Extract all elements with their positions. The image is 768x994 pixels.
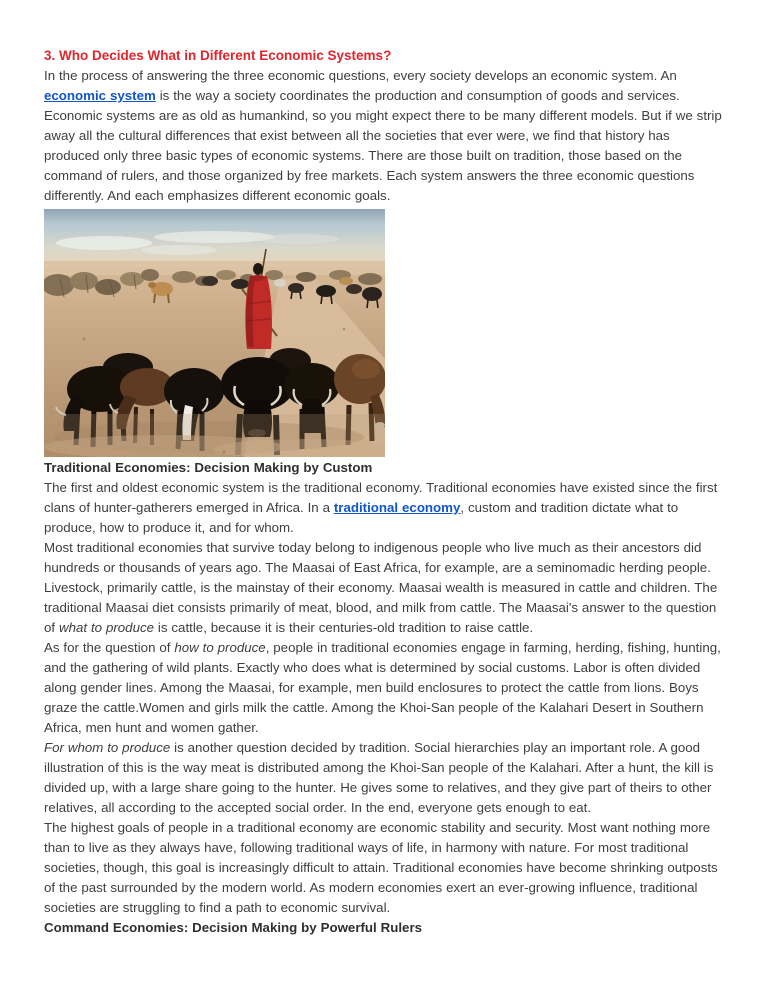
body-text: In the process of answering the three economic questions, every society develops an economic system. An: [44, 68, 677, 83]
article-body: [44, 66, 728, 938]
italic-text: For whom to produce: [44, 740, 171, 755]
page-title: 3. Who Decides What in Different Economic Systems?: [44, 48, 392, 63]
body-text: is cattle, because it is their centuries-old tradition to raise cattle.: [154, 620, 534, 635]
body-paragraph: [44, 638, 728, 738]
italic-text: what to produce: [58, 620, 155, 635]
maasai-cattle-photo-illustration: [44, 209, 385, 457]
body-text: The first and oldest economic system is the traditional economy. Traditional economies have existed since the first clans of hunter-gatherers emerged in Africa. In a: [44, 480, 718, 515]
section-subheading: Traditional Economies: Decision Making by Custom: [44, 460, 373, 475]
body-text: is the way a society coordinates the production and consumption of goods and services. Economic systems are as old as humankind, so you might expect there to be many different models. But if we strip away all the cultural differences that exist between all the societies that ever were, we find that history has produced only three basic types of economic systems. There are those built on tradition, those based on the command of rulers, and those organized by free markets. Each system answers the three economic questions differently. And each emphasizes different economic goals.: [44, 88, 722, 203]
body-text: is another question decided by tradition. Social hierarchies play an important role. A good illustration of this is the way meat is distributed among the Khoi-San people of the Kalahari. After a hunt, the kill is divided up, with a large share going to the hunter. He gives some to relatives, and they give part of theirs to other relatives, all according to the accepted social order. In the end, everyone gets enough to eat.: [44, 740, 714, 815]
body-text: As for the question of: [44, 640, 175, 655]
section-subheading: Command Economies: Decision Making by Powerful Rulers: [44, 920, 423, 935]
body-paragraph: [44, 538, 728, 638]
body-paragraph: [44, 478, 728, 538]
text-link[interactable]: economic system: [44, 88, 156, 103]
italic-text: how to produce: [174, 640, 266, 655]
body-text: The highest goals of people in a traditional economy are economic stability and security. Most want nothing more than to live as they always have, following traditional ways of life, in harmony with nature. For most traditional societies, though, this goal is increasingly difficult to attain. Traditional economies have become shrinking outposts of the past surrounded by the modern world. As modern economies exert an ever-growing influence, traditional societies are struggling to find a path to economic survival.: [44, 820, 718, 915]
body-paragraph: [44, 818, 728, 918]
article-photo: [44, 209, 385, 457]
text-link[interactable]: traditional economy: [333, 500, 461, 515]
body-text: , custom and tradition dictate what to produce, how to produce it, and for whom.: [44, 500, 679, 535]
body-text: Most traditional economies that survive today belong to indigenous people who live much as their ancestors did hundreds or thousands of years ago. The Maasai of East Africa, for example, are a seminomadic herding people. Livestock, primarily cattle, is the mainstay of their economy. Maasai wealth is measured in cattle and children. The traditional Maasai diet consists primarily of meat, blood, and milk from cattle. The Maasai's answer to the question of: [44, 540, 718, 635]
body-text: , people in traditional economies engage in farming, herding, fishing, hunting, and the gathering of wild plants. Exactly who does what is determined by social customs. Labor is often divided along gender lines. Among the Maasai, for example, men build enclosures to protect the cattle from lions. Boys graze the cattle.Women and girls milk the cattle. Among the Khoi-San people of the Kalahari Desert in Southern Africa, men hunt and women gather.: [44, 640, 721, 735]
body-paragraph: [44, 66, 728, 206]
body-paragraph: [44, 738, 728, 818]
